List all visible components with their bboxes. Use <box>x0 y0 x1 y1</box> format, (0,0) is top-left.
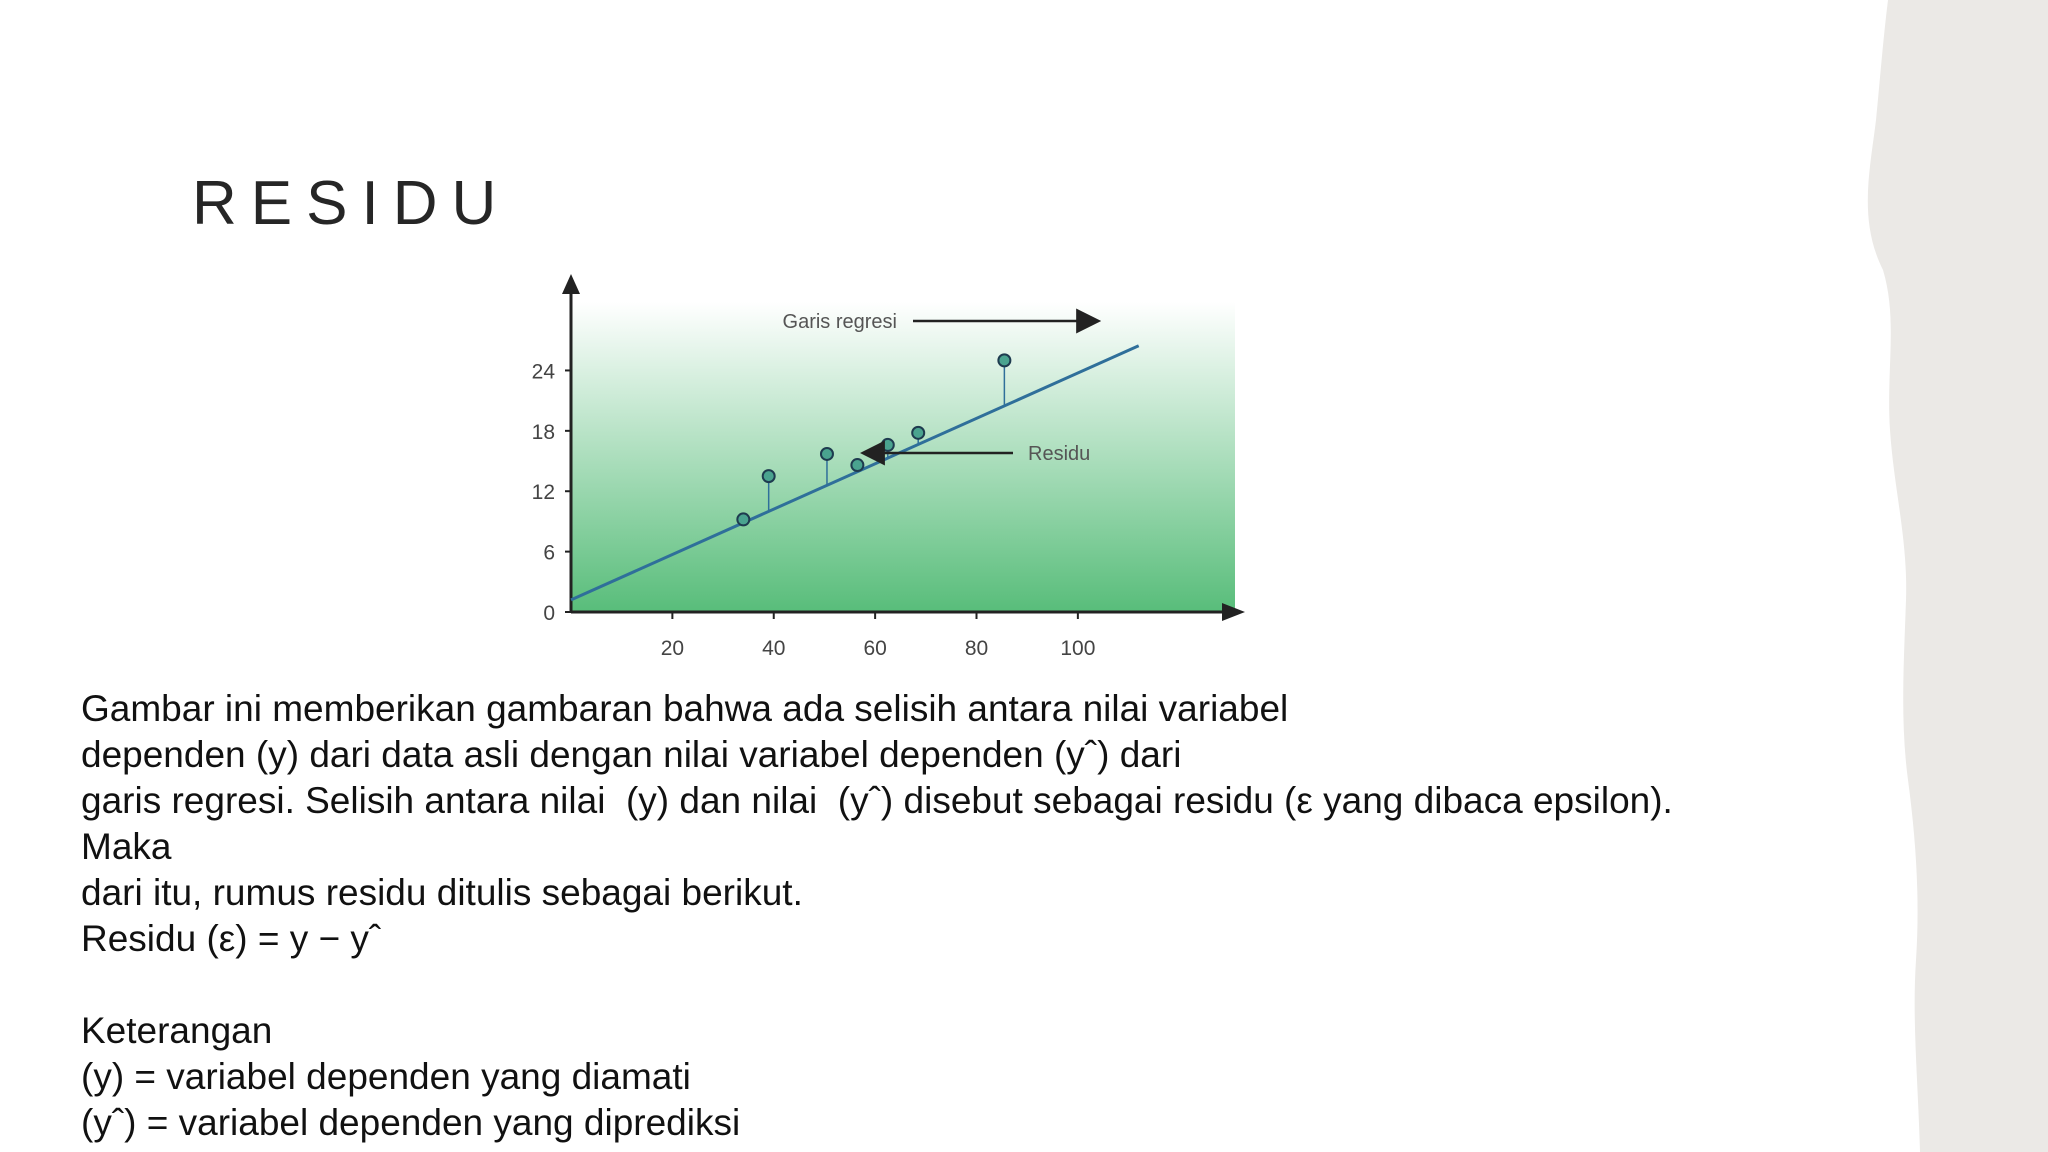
data-point <box>998 354 1010 366</box>
text-line <box>81 962 1831 1008</box>
y-tick-label: 12 <box>531 481 555 505</box>
y-tick-label: 18 <box>531 420 555 444</box>
text-line: Gambar ini memberikan gambaran bahwa ada selisih antara nilai variabel <box>81 688 1289 729</box>
data-point <box>912 427 924 439</box>
data-point <box>821 448 833 460</box>
text-line: Residu (ε) = y − yˆ <box>81 918 382 959</box>
x-tick-label: 60 <box>863 637 887 660</box>
residual-chart <box>505 272 1250 672</box>
x-tick-label: 40 <box>762 637 786 660</box>
data-point <box>882 439 894 451</box>
x-tick-label: 20 <box>660 637 685 660</box>
data-point <box>737 513 749 525</box>
data-point <box>763 470 775 482</box>
text-line: (yˆ) = variabel dependen yang diprediksi <box>81 1102 741 1143</box>
annotation-residu: Residu <box>1028 443 1091 465</box>
y-tick-label: 0 <box>543 602 555 625</box>
slide-title: RESIDU <box>192 169 511 238</box>
annotation-garis-regresi: Garis regresi <box>782 311 897 333</box>
x-tick-label: 100 <box>1060 637 1096 660</box>
y-tick-label: 6 <box>543 541 555 565</box>
y-tick-label: 24 <box>531 360 555 384</box>
data-point <box>851 459 863 471</box>
text-line: (y) = variabel dependen yang diamati <box>81 1056 691 1097</box>
explanation-text <box>81 686 1831 1146</box>
text-line: dependen (y) dari data asli dengan nilai variabel dependen (yˆ) dari <box>81 734 1182 775</box>
text-line: dari itu, rumus residu ditulis sebagai berikut. <box>81 872 803 913</box>
text-line: garis regresi. Selisih antara nilai (y) dan nilai (yˆ) disebut sebagai residu (ε yang dibaca epsilon). <box>81 780 1673 821</box>
text-line: Keterangan <box>81 1010 273 1051</box>
x-tick-label: 80 <box>964 637 989 660</box>
y-axis-arrow <box>562 274 580 294</box>
torn-paper-edge <box>1828 0 2048 1152</box>
text-line: Maka <box>81 826 172 867</box>
